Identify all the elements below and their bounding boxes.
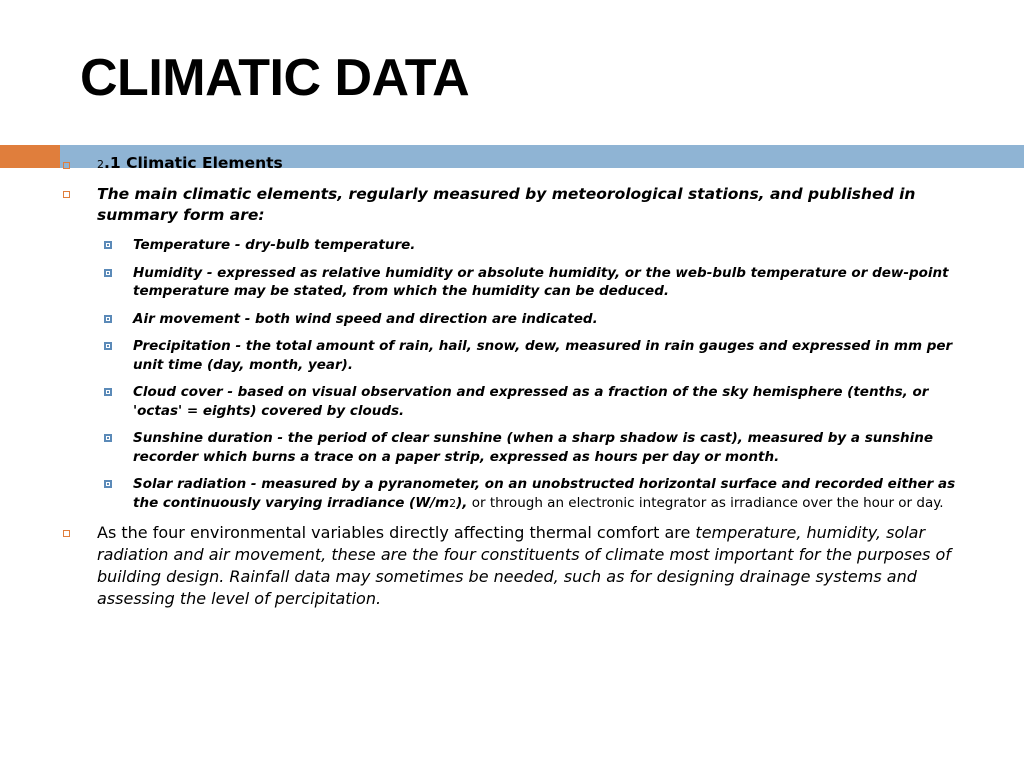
list-item-text: Cloud cover - based on visual observation and expressed as a fraction of the sky hemisphere (tenths, or 'octas' = eights) covered by clouds. bbox=[133, 384, 929, 419]
conclusion-lead: As the four environmental variables directly affecting thermal comfort are bbox=[97, 523, 696, 542]
list-item-text: Precipitation - the total amount of rain, hail, snow, dew, measured in rain gauges and expressed in mm per unit time (day, month, year). bbox=[133, 338, 953, 373]
list-item-humidity bbox=[0, 264, 1024, 301]
filled-square-bullet-icon bbox=[104, 388, 112, 396]
square-bullet-icon bbox=[63, 162, 70, 169]
square-bullet-icon bbox=[63, 530, 70, 537]
list-item-air-movement bbox=[0, 310, 1024, 329]
slide-body bbox=[0, 150, 1024, 610]
conclusion-italic: temperature, humidity, solar radiation and air movement, these are the four constituents of climate most important for the purposes of building design. Rainfall data may sometimes be needed, such as for designing drainage systems and assessing the level of percipitation. bbox=[97, 523, 951, 608]
filled-square-bullet-icon bbox=[104, 269, 112, 277]
list-item-temperature bbox=[0, 236, 1024, 255]
filled-square-bullet-icon bbox=[104, 342, 112, 350]
slide-title: CLIMATIC DATA bbox=[80, 49, 470, 107]
conclusion-paragraph bbox=[0, 522, 1024, 610]
list-item-text: Temperature - dry-bulb temperature. bbox=[133, 237, 416, 253]
filled-square-bullet-icon bbox=[104, 480, 112, 488]
section-heading-text: .1 Climatic Elements bbox=[104, 154, 283, 172]
filled-square-bullet-icon bbox=[104, 315, 112, 323]
list-item-cloud-cover bbox=[0, 383, 1024, 420]
filled-square-bullet-icon bbox=[104, 241, 112, 249]
list-item-text: Humidity - expressed as relative humidity or absolute humidity, or the web-bulb temperature or dew-point temperature may be stated, from which the humidity can be deduced. bbox=[133, 264, 949, 299]
intro-paragraph bbox=[0, 184, 1024, 226]
list-item-sunshine bbox=[0, 429, 1024, 466]
list-item-precipitation bbox=[0, 337, 1024, 374]
list-item-text: Air movement - both wind speed and direction are indicated. bbox=[133, 310, 598, 327]
section-heading bbox=[0, 150, 1024, 178]
list-item-solar-radiation bbox=[0, 475, 1024, 513]
filled-square-bullet-icon bbox=[104, 434, 112, 442]
section-number: 2 bbox=[97, 158, 104, 171]
solar-plain-text: or through an electronic integrator as irradiance over the hour or day. bbox=[467, 494, 944, 511]
list-item-text: Sunshine duration - the period of clear sunshine (when a sharp shadow is cast), measured by a sunshine recorder which burns a trace on a paper strip, expressed as hours per day or month. bbox=[133, 430, 934, 465]
solar-closing: ), bbox=[456, 494, 468, 511]
solar-bold-text: Solar radiation - measured by a pyranometer, on an unobstructed horizontal surface and recorded either as the continuously varying irradiance (W/m bbox=[133, 476, 956, 511]
square-bullet-icon bbox=[63, 191, 70, 198]
intro-text: The main climatic elements, regularly measured by meteorological stations, and published in summary form are: bbox=[97, 185, 916, 224]
superscript-2: 2 bbox=[449, 496, 457, 510]
